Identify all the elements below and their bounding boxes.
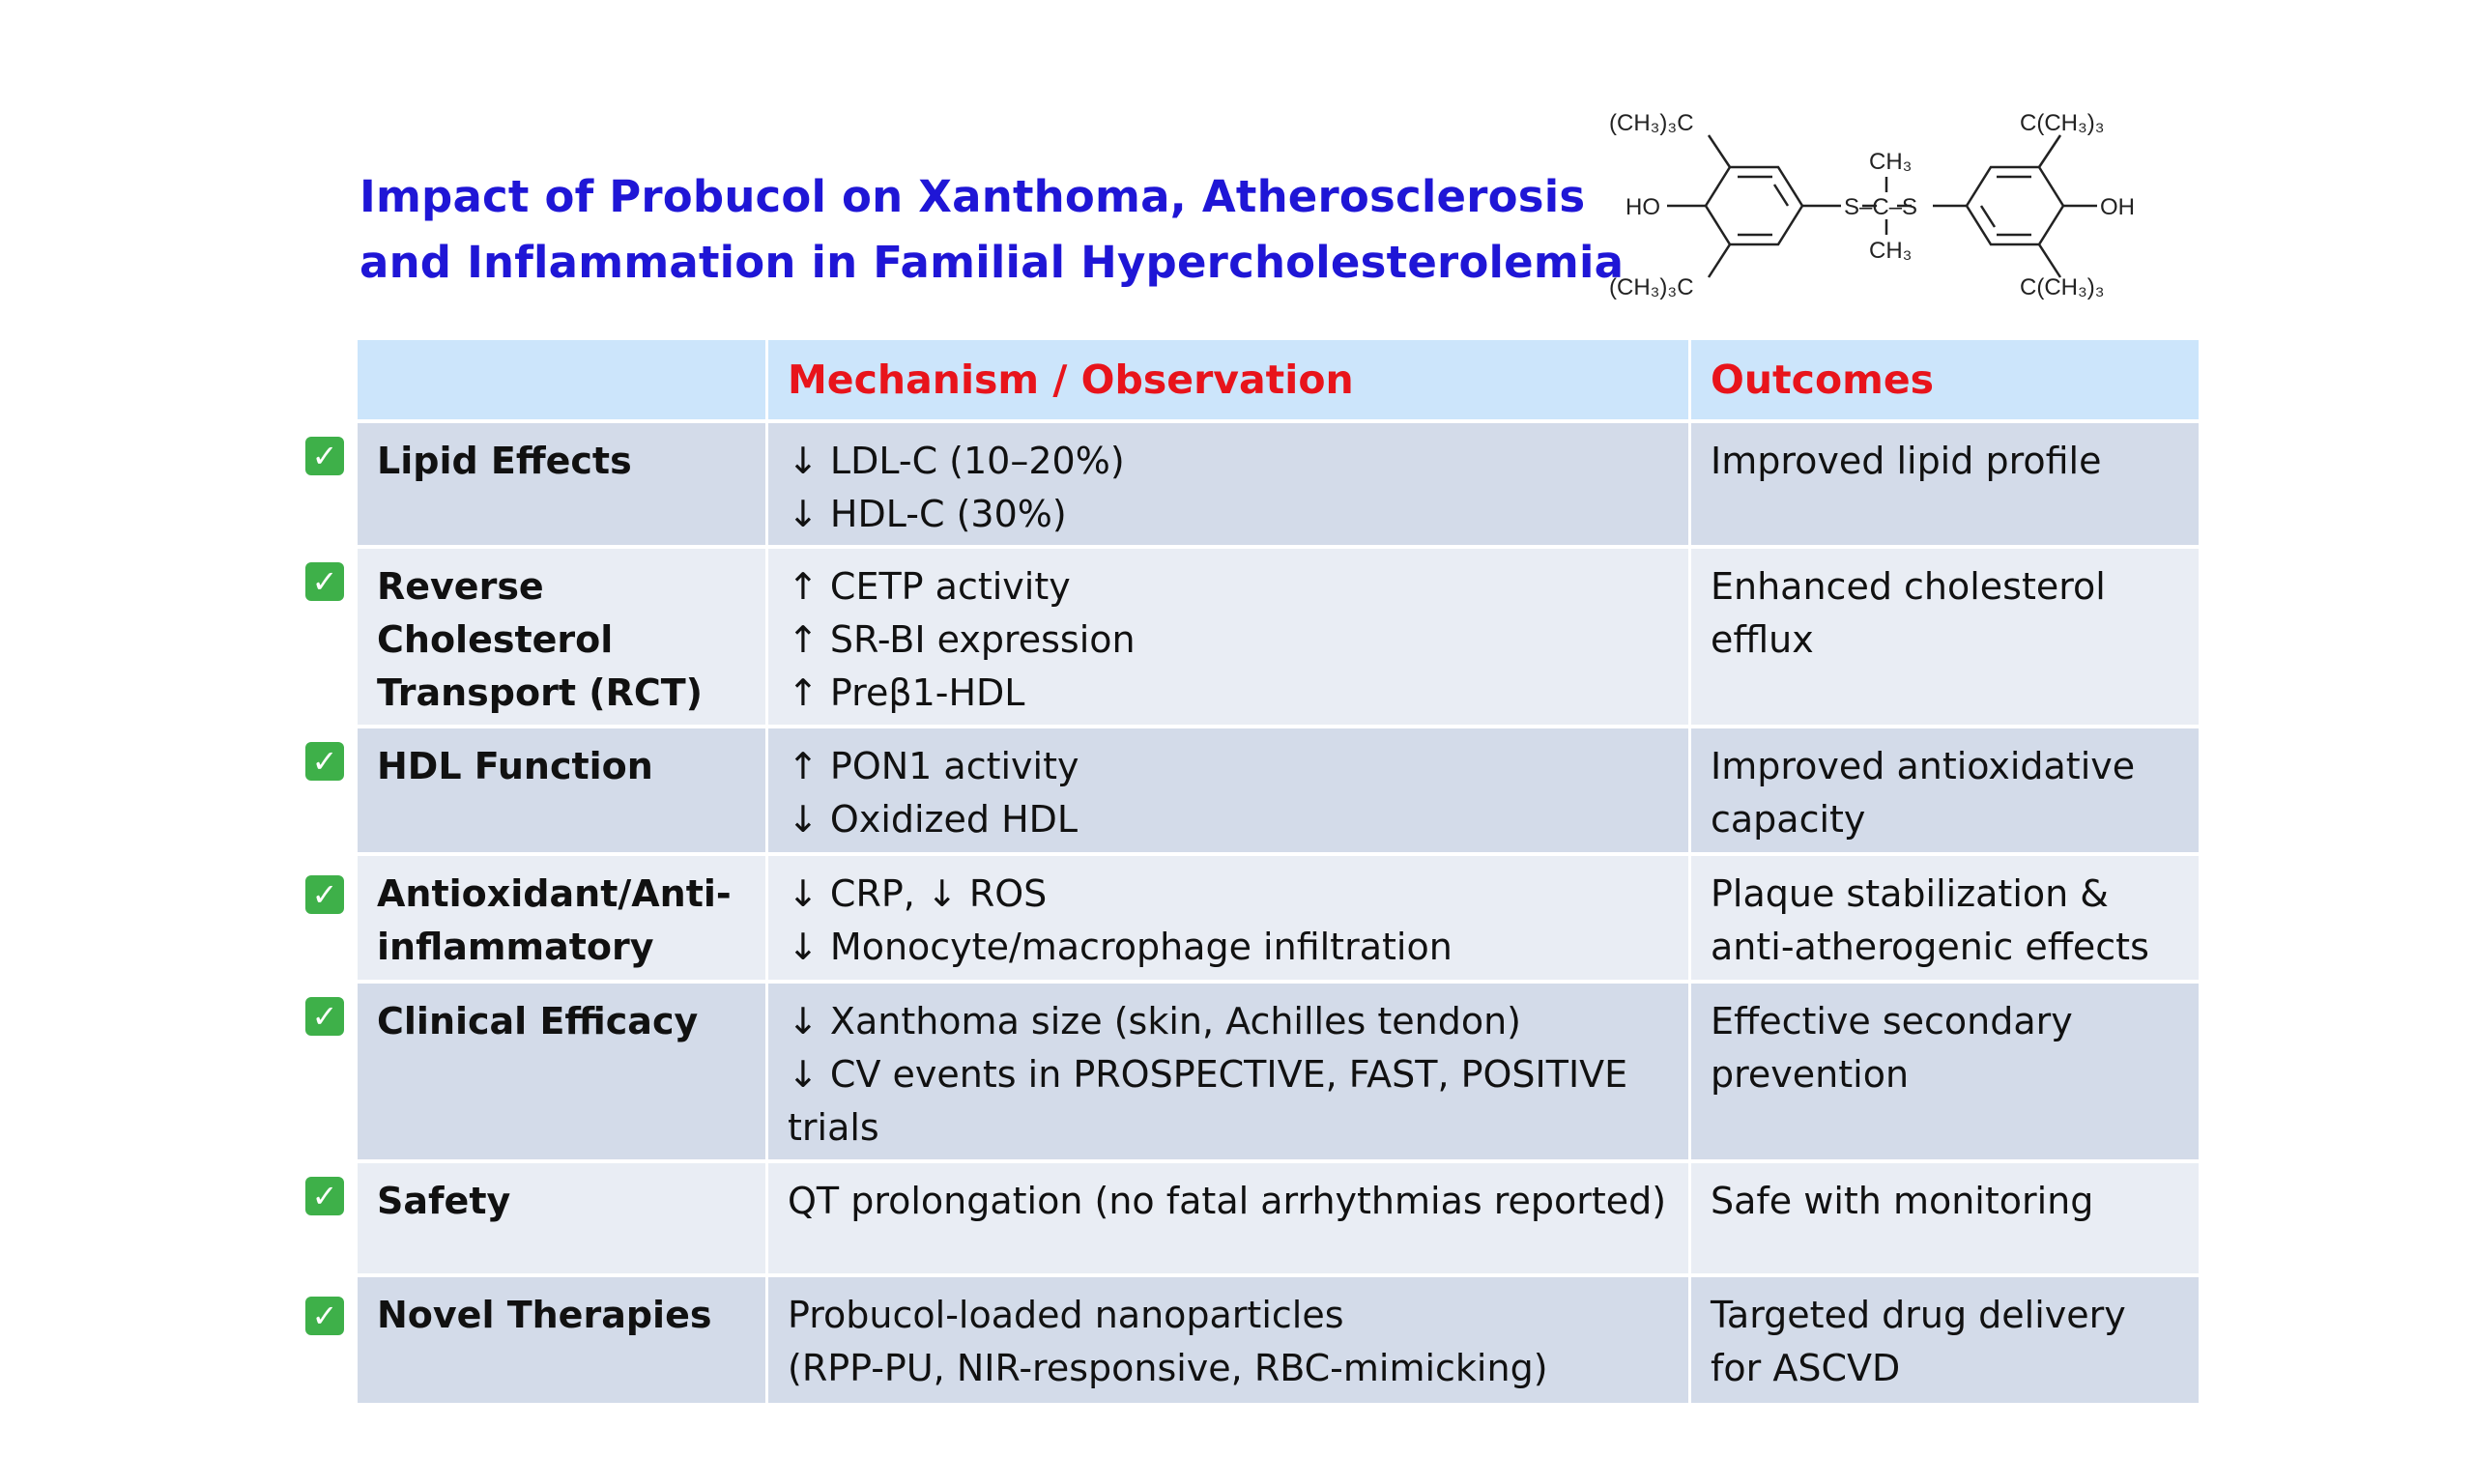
check-mark-icon: ✓ bbox=[305, 875, 344, 914]
table-row-clinical-efficacy bbox=[311, 984, 2199, 1163]
table-row-antioxidant bbox=[311, 856, 2199, 984]
row-label: Safety bbox=[358, 1163, 768, 1273]
mechanism-line: ↑ PON1 activity bbox=[788, 745, 1079, 787]
outcome-cell: Plaque stabilization & anti-atherogenic effects bbox=[1711, 872, 2149, 968]
table-row-novel-therapies bbox=[311, 1277, 2199, 1403]
row-label: Novel Therapies bbox=[358, 1277, 768, 1403]
header-outcomes: Outcomes bbox=[1711, 357, 1935, 403]
left-benzene-ring bbox=[1667, 135, 1841, 277]
tert-butyl-bottom-right-label: C(CH₃)₃ bbox=[2020, 274, 2105, 300]
mechanism-cell bbox=[768, 1277, 1691, 1403]
tert-butyl-bottom-left-label: (CH₃)₃C bbox=[1609, 274, 1694, 300]
mechanism-line: ↓ HDL-C (30%) bbox=[788, 493, 1067, 535]
mechanism-line: QT prolongation (no fatal arrhythmias reported) bbox=[788, 1180, 1667, 1222]
mechanism-cell bbox=[768, 984, 1691, 1159]
mechanism-line: ↓ Xanthoma size (skin, Achilles tendon) bbox=[788, 1000, 1521, 1042]
methyl-bottom-label: CH₃ bbox=[1869, 238, 1913, 264]
check-mark-icon: ✓ bbox=[305, 1297, 344, 1335]
table-row-hdl-function bbox=[311, 728, 2199, 856]
hydroxyl-right-label: OH bbox=[2100, 194, 2135, 220]
check-mark-icon: ✓ bbox=[305, 437, 344, 475]
mechanism-line: ↑ Preβ1-HDL bbox=[788, 671, 1025, 714]
table-row-lipid-effects bbox=[311, 423, 2199, 549]
mechanism-line: ↓ LDL-C (10–20%) bbox=[788, 440, 1125, 482]
mechanism-line: ↓ Monocyte/macrophage infiltration bbox=[788, 926, 1453, 968]
mechanism-line: ↓ CRP, ↓ ROS bbox=[788, 872, 1048, 915]
mechanism-line: ↑ SR-BI expression bbox=[788, 618, 1136, 661]
row-label: Antioxidant/Anti-inflammatory bbox=[358, 856, 768, 980]
mechanism-cell bbox=[768, 856, 1691, 980]
mechanism-line: Probucol-loaded nanoparticles bbox=[788, 1294, 1344, 1336]
outcome-cell: Improved lipid profile bbox=[1711, 440, 2102, 482]
tert-butyl-top-right-label: C(CH₃)₃ bbox=[2020, 110, 2105, 136]
header-cell-empty bbox=[358, 340, 768, 419]
row-label: Clinical Efficacy bbox=[358, 984, 768, 1159]
page-title bbox=[360, 164, 1625, 296]
title-line-1: Impact of Probucol on Xanthoma, Atherosclerosis bbox=[360, 171, 1586, 222]
right-benzene-ring bbox=[1967, 135, 2097, 277]
mechanism-line: ↓ Oxidized HDL bbox=[788, 798, 1079, 841]
outcome-cell: Improved antioxidative capacity bbox=[1711, 745, 2136, 841]
mechanism-cell bbox=[768, 549, 1691, 725]
check-mark-icon: ✓ bbox=[305, 562, 344, 601]
check-mark-icon: ✓ bbox=[305, 1177, 344, 1215]
mechanism-line: ↑ CETP activity bbox=[788, 565, 1071, 608]
probucol-impact-table bbox=[311, 340, 2199, 1403]
check-mark-icon: ✓ bbox=[305, 997, 344, 1036]
row-label: HDL Function bbox=[358, 728, 768, 852]
header-mechanism: Mechanism / Observation bbox=[768, 340, 1691, 419]
mechanism-line: ↓ CV events in PROSPECTIVE, FAST, POSITIVE trials bbox=[788, 1053, 1628, 1149]
row-label: Lipid Effects bbox=[358, 423, 768, 545]
outcome-cell: Enhanced cholesterol efflux bbox=[1711, 565, 2106, 661]
tert-butyl-top-left-label: (CH₃)₃C bbox=[1609, 110, 1694, 136]
mechanism-cell bbox=[768, 1163, 1691, 1273]
hydroxyl-left-label: HO bbox=[1625, 194, 1660, 220]
probucol-structure-diagram bbox=[1595, 92, 2174, 304]
table-row-safety bbox=[311, 1163, 2199, 1277]
table-row-rct bbox=[311, 549, 2199, 728]
mechanism-cell bbox=[768, 728, 1691, 852]
title-line-2: and Inflammation in Familial Hypercholesterolemia bbox=[360, 237, 1625, 288]
outcome-cell: Effective secondary prevention bbox=[1711, 1000, 2073, 1096]
check-mark-icon: ✓ bbox=[305, 742, 344, 781]
thioketal-bridge-label: S–C–S bbox=[1844, 194, 1918, 220]
methyl-top-label: CH₃ bbox=[1869, 149, 1913, 175]
outcome-cell: Safe with monitoring bbox=[1711, 1180, 2094, 1222]
row-label: Reverse Cholesterol Transport (RCT) bbox=[358, 549, 768, 725]
mechanism-cell bbox=[768, 423, 1691, 545]
mechanism-line: (RPP-PU, NIR-responsive, RBC-mimicking) bbox=[788, 1347, 1548, 1389]
table-header-row bbox=[358, 340, 2199, 423]
outcome-cell: Targeted drug delivery for ASCVD bbox=[1711, 1294, 2126, 1389]
